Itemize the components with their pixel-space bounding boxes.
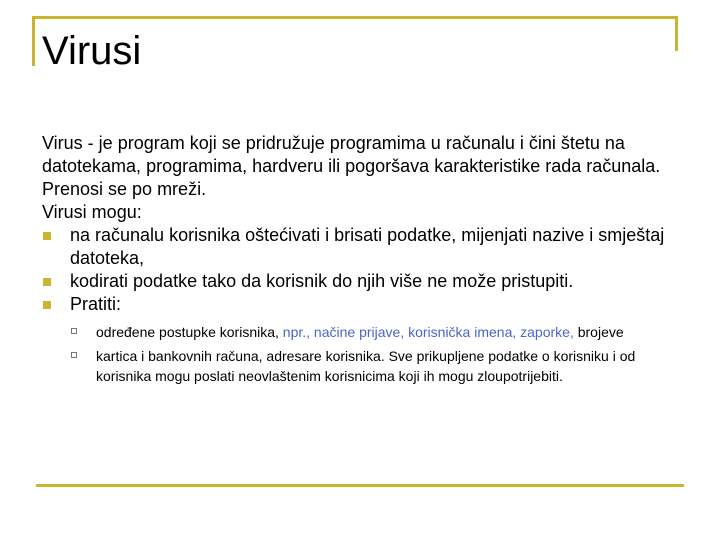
slide-title: Virusi <box>42 29 142 73</box>
bullet-text: na računalu korisnika oštećivati i brisati podatke, mijenjati nazive i smještaj datoteka, <box>70 225 665 268</box>
sub-bullet-item-procedures <box>42 322 656 342</box>
bullet-text: Pratiti: <box>70 294 122 314</box>
bullet-item-damage <box>42 224 682 270</box>
frame-bottom-line <box>36 484 684 487</box>
square-bullet-icon <box>43 301 51 309</box>
hollow-square-bullet-icon <box>71 352 77 358</box>
slide-content <box>42 132 682 390</box>
frame-left-line <box>32 16 35 66</box>
square-bullet-icon <box>43 278 51 286</box>
sub-bullet-item-cards <box>42 346 656 386</box>
bullet-text: kodirati podatke tako da korisnik do njih više ne može pristupiti. <box>70 271 574 291</box>
bullet-item-encrypt <box>42 270 682 293</box>
bullet-item-track <box>42 293 682 316</box>
sub-bullet-text-end: brojeve <box>573 324 624 340</box>
highlighted-examples: npr., načine prijave, korisnička imena, zaporke, <box>282 324 574 340</box>
can-label: Virusi mogu: <box>42 202 142 222</box>
sub-bullet-text: kartica i bankovnih računa, adresare korisnika. Sve prikupljene podatke o korisniku i od korisnika mogu poslati neovlaštenim korisnicima koji ih mogu zloupotrijebiti. <box>96 348 636 384</box>
intro-paragraph: Virus - je program koji se pridružuje programima u računalu i čini štetu na datotekama, programima, hardveru ili pogoršava karakteristike rada računala. Prenosi se po mreži. <box>42 133 661 199</box>
hollow-square-bullet-icon <box>71 328 77 334</box>
sub-bullet-list <box>42 322 682 386</box>
frame-right-line <box>675 16 678 51</box>
frame-top-line <box>32 16 678 19</box>
square-bullet-icon <box>43 232 51 240</box>
sub-bullet-text: određene postupke korisnika, <box>96 324 283 340</box>
